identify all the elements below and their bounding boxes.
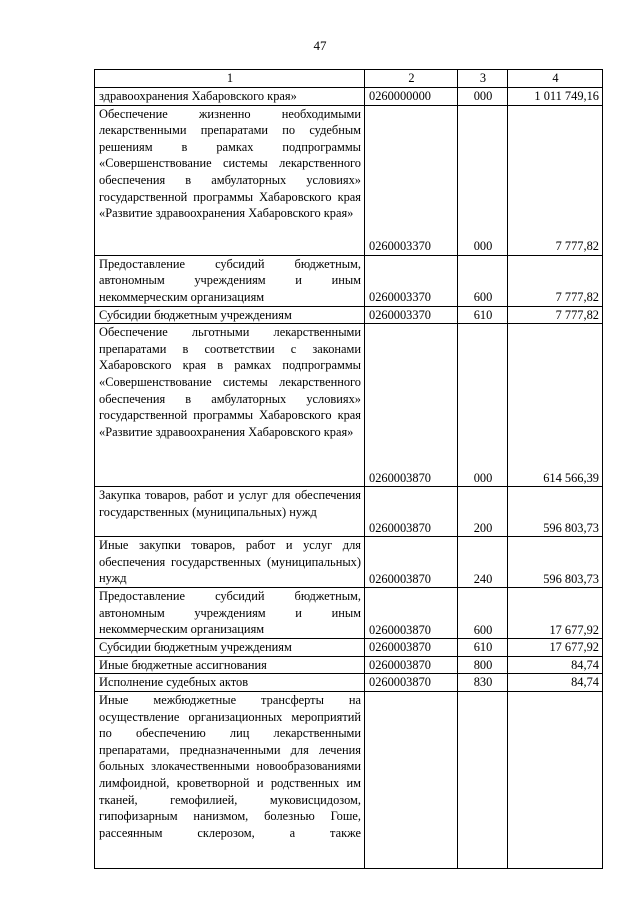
row-code: 0260003370	[365, 306, 458, 324]
row-name: Иные бюджетные ассигнования	[95, 656, 365, 674]
row-type	[458, 691, 508, 868]
table-row	[95, 674, 603, 692]
row-type: 200	[458, 487, 508, 537]
row-sum: 7 777,82	[508, 255, 603, 306]
row-type: 600	[458, 255, 508, 306]
row-sum: 17 677,92	[508, 639, 603, 657]
row-code: 0260003870	[365, 639, 458, 657]
row-sum: 596 803,73	[508, 487, 603, 537]
row-name: Субсидии бюджетным учреждениям	[95, 639, 365, 657]
row-code: 0260003870	[365, 674, 458, 692]
page-number: 47	[313, 38, 327, 53]
row-code: 0260003870	[365, 656, 458, 674]
row-code: 0260003370	[365, 255, 458, 306]
table-row	[95, 87, 603, 105]
header-col-4: 4	[508, 70, 603, 88]
table-row	[95, 639, 603, 657]
row-code: 0260003870	[365, 537, 458, 588]
row-code	[365, 691, 458, 868]
row-sum: 7 777,82	[508, 306, 603, 324]
table-row	[95, 105, 603, 255]
header-col-1: 1	[95, 70, 365, 88]
row-type: 000	[458, 324, 508, 487]
row-sum: 84,74	[508, 674, 603, 692]
row-type: 000	[458, 87, 508, 105]
header-col-3: 3	[458, 70, 508, 88]
row-sum: 596 803,73	[508, 537, 603, 588]
row-type: 240	[458, 537, 508, 588]
row-type: 610	[458, 639, 508, 657]
row-name: Обеспечение жизненно необходимыми лекарственными препаратами по судебным решениям в рамках подпрограммы «Совершенствование системы лекарственного обеспечения в амбулаторных условиях» государственной программы Хабаровского края «Развитие здравоохранения Хабаровского края»	[95, 105, 365, 255]
row-type: 800	[458, 656, 508, 674]
row-sum: 17 677,92	[508, 588, 603, 639]
row-type: 600	[458, 588, 508, 639]
header-row	[95, 70, 603, 88]
row-name: Предоставление субсидий бюджетным, автономным учреждениям и иным некоммерческим организациям	[95, 255, 365, 306]
row-name: Иные закупки товаров, работ и услуг для обеспечения государственных (муниципальных) нужд	[95, 537, 365, 588]
row-name: Предоставление субсидий бюджетным, автономным учреждениям и иным некоммерческим организациям	[95, 588, 365, 639]
row-sum: 7 777,82	[508, 105, 603, 255]
table-row	[95, 306, 603, 324]
row-sum: 84,74	[508, 656, 603, 674]
row-name: Субсидии бюджетным учреждениям	[95, 306, 365, 324]
row-code: 0260003370	[365, 105, 458, 255]
row-name: Закупка товаров, работ и услуг для обеспечения государственных (муниципальных) нужд	[95, 487, 365, 537]
row-name: Обеспечение льготными лекарственными препаратами в соответствии с законами Хабаровского края в рамках подпрограммы «Совершенствование системы лекарственного обеспечения в амбулаторных условиях» государственной программы Хабаровского края «Развитие здравоохранения Хабаровского края»	[95, 324, 365, 487]
table-row	[95, 255, 603, 306]
row-type: 000	[458, 105, 508, 255]
row-code: 0260003870	[365, 324, 458, 487]
row-sum: 1 011 749,16	[508, 87, 603, 105]
budget-table	[94, 69, 603, 869]
table-row	[95, 537, 603, 588]
table-row	[95, 656, 603, 674]
row-name: здравоохранения Хабаровского края»	[95, 87, 365, 105]
row-name: Исполнение судебных актов	[95, 674, 365, 692]
row-sum: 614 566,39	[508, 324, 603, 487]
table-row	[95, 487, 603, 537]
header-col-2: 2	[365, 70, 458, 88]
row-code: 0260003870	[365, 487, 458, 537]
table-row	[95, 691, 603, 868]
table-row	[95, 588, 603, 639]
row-type: 830	[458, 674, 508, 692]
row-code: 0260003870	[365, 588, 458, 639]
row-type: 610	[458, 306, 508, 324]
row-name: Иные межбюджетные трансферты на осуществление организационных мероприятий по обеспечению лиц лекарственными препаратами, предназначенными для лечения больных злокачественными новообразованиями лимфоидной, кроветворной и родственных им тканей, гемофилией, муковисцидозом, гипофизарным нанизмом, болезнью Гоше, рассеянным склерозом, а также	[95, 691, 365, 868]
table-row	[95, 324, 603, 487]
row-sum	[508, 691, 603, 868]
row-code: 0260000000	[365, 87, 458, 105]
